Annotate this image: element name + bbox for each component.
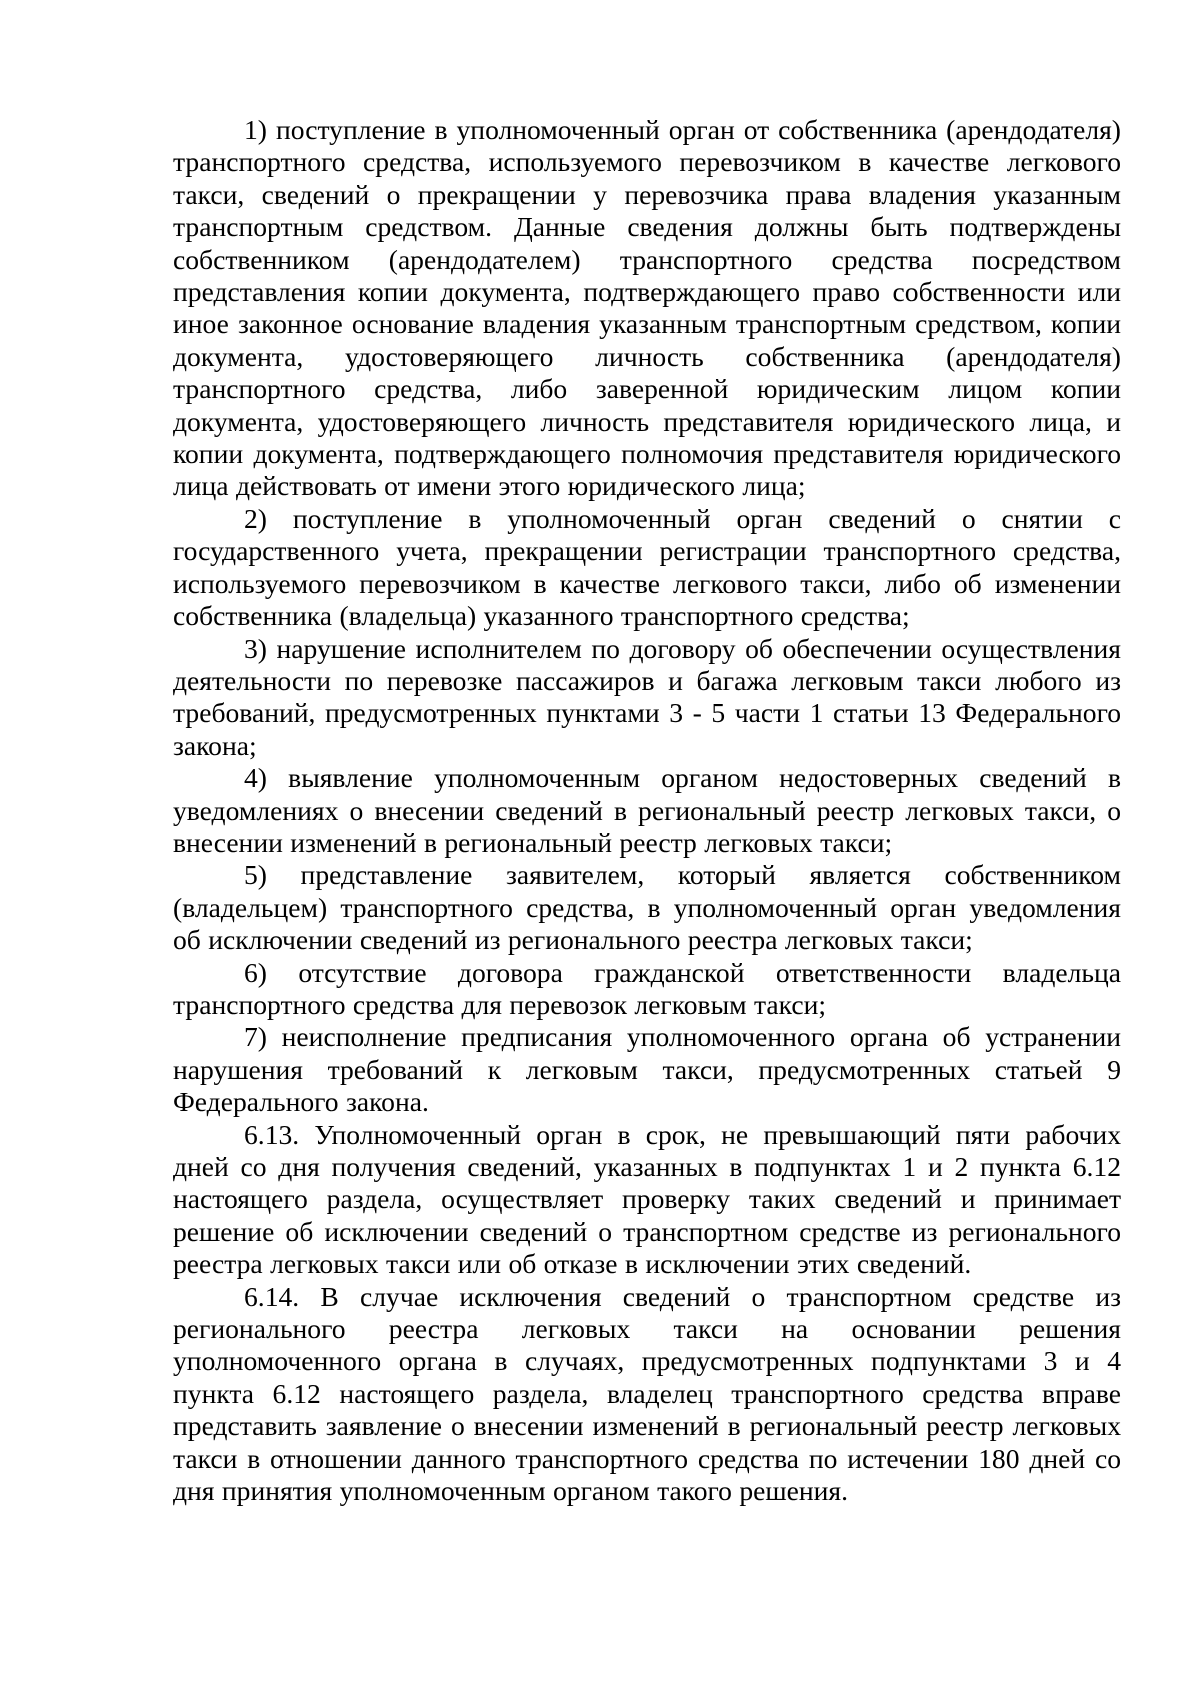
paragraph-item-4: 4) выявление уполномоченным органом недостоверных сведений в уведомлениях о внесении сведений в региональный реестр легковых такси, о внесении изменений в региональный реестр легковых такси; xyxy=(173,762,1121,858)
paragraph-6-13: 6.13. Уполномоченный орган в срок, не превышающий пяти рабочих дней со дня получения сведений, указанных в подпунктах 1 и 2 пункта 6.12 настоящего раздела, осуществляет проверку таких сведений и принимает решение об исключении сведений о транспортном средстве из регионального реестра легковых такси или об отказе в исключении этих сведений. xyxy=(173,1118,1121,1280)
paragraph-item-3: 3) нарушение исполнителем по договору об обеспечении осуществления деятельности по перевозке пассажиров и багажа легковым такси любого из требований, предусмотренных пунктами 3 - 5 части 1 статьи 13 Федерального закона; xyxy=(173,632,1121,761)
paragraph-item-6: 6) отсутствие договора гражданской ответственности владельца транспортного средства для перевозок легковым такси; xyxy=(173,956,1121,1020)
paragraph-item-5: 5) представление заявителем, который является собственником (владельцем) транспортного средства, в уполномоченный орган уведомления об исключении сведений из регионального реестра легковых такси; xyxy=(173,859,1121,956)
document-body xyxy=(173,114,1121,1507)
paragraph-6-14: 6.14. В случае исключения сведений о транспортном средстве из регионального реестра легковых такси на основании решения уполномоченного органа в случаях, предусмотренных подпунктами 3 и 4 пункта 6.12 настоящего раздела, владелец транспортного средства вправе представить заявление о внесении изменений в региональный реестр легковых такси в отношении данного транспортного средства по истечении 180 дней со дня принятия уполномоченным органом такого решения. xyxy=(173,1280,1121,1507)
paragraph-item-2: 2) поступление в уполномоченный орган сведений о снятии с государственного учета, прекращении регистрации транспортного средства, используемого перевозчиком в качестве легкового такси, либо об изменении собственника (владельца) указанного транспортного средства; xyxy=(173,502,1121,632)
paragraph-item-1: 1) поступление в уполномоченный орган от собственника (арендодателя) транспортного средства, используемого перевозчиком в качестве легкового такси, сведений о прекращении у перевозчика права владения указанным транспортным средством. Данные сведения должны быть подтверждены собственником (арендодателем) транспортного средства посредством представления копии документа, подтверждающего право собственности или иное законное основание владения указанным транспортным средством, копии документа, удостоверяющего личность собственника (арендодателя) транспортного средства, либо заверенной юридическим лицом копии документа, удостоверяющего личность представителя юридического лица, и копии документа, подтверждающего полномочия представителя юридического лица действовать от имени этого юридического лица; xyxy=(173,114,1121,502)
paragraph-item-7: 7) неисполнение предписания уполномоченного органа об устранении нарушения требований к легковым такси, предусмотренных статьей 9 Федерального закона. xyxy=(173,1021,1121,1118)
